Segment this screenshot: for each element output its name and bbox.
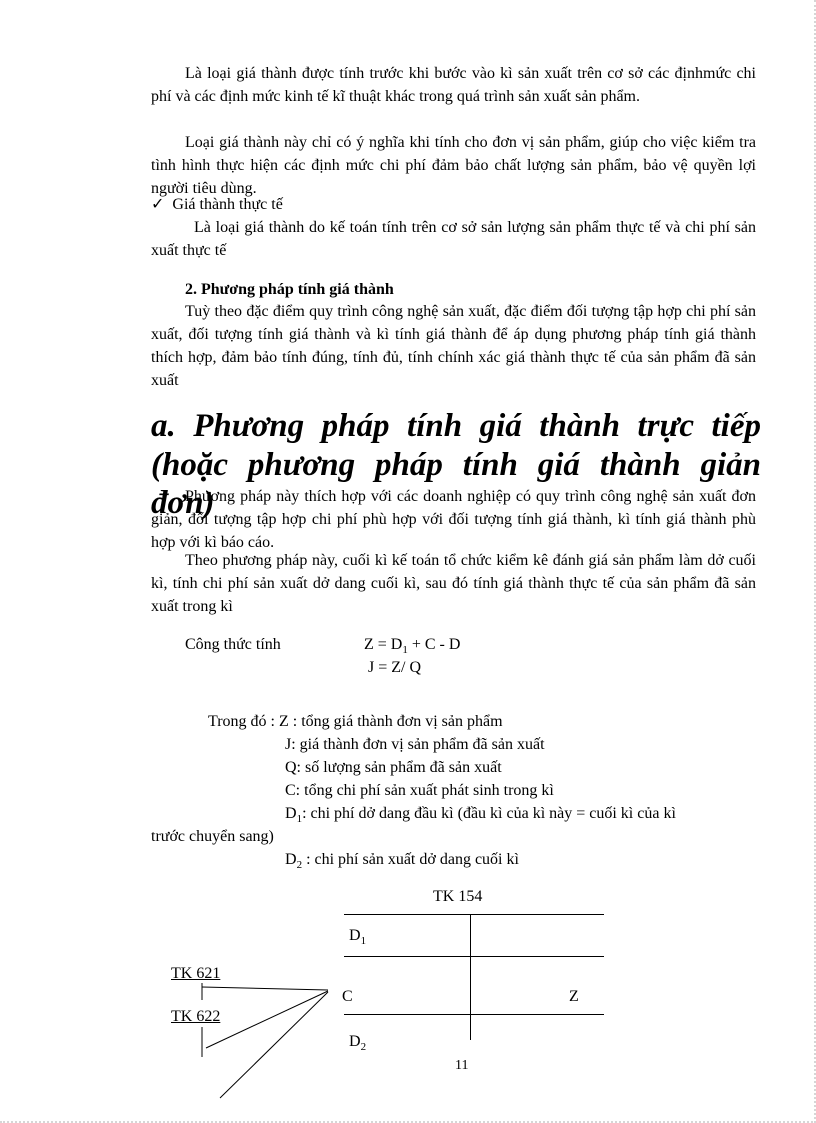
legend-c: C: tổng chi phí sản xuất phát sinh trong kì (285, 782, 554, 799)
legend-d1: $D_1$: chi phí dở dang đầu kì (đầu kì của kì này = cuối kì của kì (285, 805, 676, 825)
account-title-tk154: TK 154 (433, 888, 483, 905)
checkmark-icon: ✓ (151, 196, 165, 213)
paragraph-actual-cost: Là loại giá thành do kế toán tính trên cơ sở sản lượng sản phẩm thực tế và chi phí sản xuất thực tế (151, 219, 756, 259)
paragraph-method-intro: Tuỳ theo đặc điểm quy trình công nghệ sản xuất, đặc điểm đối tượng tập hợp chi phí sản xuất, đối tượng tính giá thành và kì tính giá thành để áp dụng phương pháp tính giá thành thích hợp, đảm bảo tính đúng, tính đủ, tính chính xác giá thành thực tế của sản phẩm đã sản xuất (151, 303, 756, 389)
formula-label: Công thức tính (185, 636, 281, 653)
formula-line-1: $Z = D_1 + C - D$ (364, 636, 461, 656)
t-account-d1: $D_1$ (349, 927, 367, 947)
paragraph-applicability: Phương pháp này thích hợp với các doanh nghiệp có quy trình công nghệ sản xuất đơn giản, đối tượng tập hợp chi phí phù hợp với đối tượng tính giá thành, kì tính giá thành phù hợp với kì báo cáo. (151, 488, 756, 551)
t-account-d2: $D_2$ (349, 1033, 367, 1053)
paragraph-procedure: Theo phương pháp này, cuối kì kế toán tổ chức kiểm kê đánh giá sản phẩm làm dở cuối kì, tính chi phí sản xuất dở dang cuối kì, sau đó tính giá thành thực tế của sản phẩm đã sản xuất trong kì (151, 552, 756, 615)
legend-intro: Trong đó : Z : tổng giá thành đơn vị sản phẩm (208, 713, 503, 730)
formula-line-2: J = Z/ Q (368, 659, 422, 676)
paragraph-unit-meaning: Loại giá thành này chỉ có ý nghĩa khi tính cho đơn vị sản phẩm, giúp cho việc kiểm tra tình hình thực hiện các định mức chi phí đảm bảo chất lượng sản phẩm, bảo vệ quyền lợi người tiêu dùng. (151, 134, 756, 197)
legend-q: Q: số lượng sản phẩm đã sản xuất (285, 759, 502, 776)
legend-d1-continued: trước chuyển sang) (151, 828, 274, 845)
t-account-c: C (342, 988, 353, 1005)
bullet-label: Giá thành thực tế (172, 196, 283, 213)
arrow-tk622-to-c (206, 991, 328, 1048)
legend-d2: $D_2$ : chi phí sản xuất dở dang cuối kì (285, 851, 519, 871)
account-tk621: TK 621 (171, 965, 221, 982)
legend-j: J: giá thành đơn vị sản phẩm đã sản xuất (285, 736, 545, 753)
arrow-third-to-c (220, 992, 328, 1098)
page-number: 11 (455, 1058, 469, 1073)
t-account-z: Z (569, 988, 579, 1005)
section-title: 2. Phương pháp tính giá thành (185, 281, 394, 298)
paragraph-planned-cost: Là loại giá thành được tính trước khi bước vào kì sản xuất trên cơ sở các địnhmức chi phí và các định mức kinh tế kĩ thuật khác trong quá trình sản xuất sản phẩm. (151, 65, 756, 105)
heading-direct-method: a. Phương pháp tính giá thành trực tiếp (151, 408, 761, 444)
heading-simple-method: (hoặc phương pháp tính giá thành giản đơn) (151, 447, 761, 521)
arrow-tk621-to-c (202, 987, 328, 990)
account-tk622: TK 622 (171, 1008, 221, 1025)
